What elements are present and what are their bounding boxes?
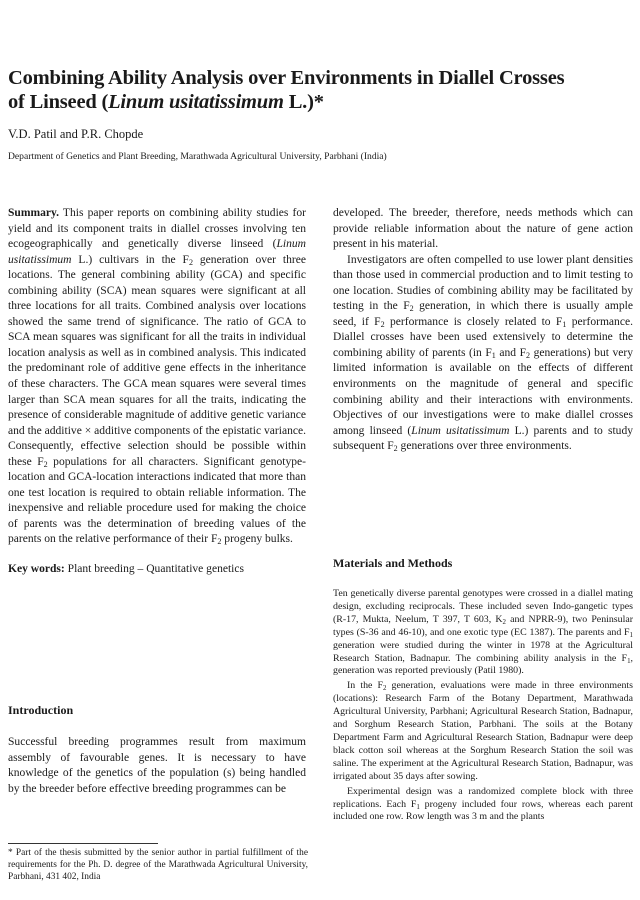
summary-text-1: This paper reports on combining ability studies for yield and its component traits in diallel crosses involving ten ecogeographically and genetically diverse linseed ( [8, 207, 306, 251]
summary-text-2: L.) cultivars in the F [71, 253, 189, 266]
text-span: and F [495, 346, 526, 359]
paper-title [8, 66, 628, 114]
keywords [8, 562, 306, 578]
text-span: In the F [347, 680, 383, 692]
text-span: generation, in which there is usually ample seed, if F [333, 300, 634, 328]
affiliation: Department of Genetics and Plant Breeding, Marathwada Agricultural University, Parbhani (India) [8, 151, 387, 162]
subscript: 2 [217, 537, 222, 547]
authors: V.D. Patil and P.R. Chopde [8, 127, 144, 141]
text-span: performance is closely related to F [384, 315, 563, 328]
subscript: 2 [43, 459, 48, 469]
text-span: progeny included four rows, whereas each parent included one row. Row length was 3 m and the plants [333, 798, 633, 823]
text-span: performance. Diallel crosses have been used extensively to determine the combining ability of parents (in F [333, 315, 633, 359]
intro-paragraph-2 [333, 253, 633, 455]
introduction-text: Successful breeding programmes result from maximum assembly of favourable genes. It is necessary to have knowledge of the genetics of the population (s) being handled by the breeder before effective breeding programmes can be [8, 736, 306, 795]
text-span: Experimental design was a randomized complete block with three replications. Each F [333, 785, 633, 810]
right-column [333, 206, 633, 455]
summary-text-4: populations for all characters. Significant genotype-location and GCA-location interactions indicated that more than one test location is required to obtain reliable information. The inexpensive and reliable procedure used for making the choice of parents was the determination of breeding values of the parents on the relative performance of their F [8, 455, 306, 546]
subscript: 1 [562, 319, 567, 329]
subscript: 1 [491, 350, 496, 360]
summary-species: Linum usitatissimum [8, 238, 306, 266]
methods-paragraph-2 [333, 680, 633, 783]
footnote-rule [8, 843, 158, 844]
footnote: * Part of the thesis submitted by the senior author in partial fulfillment of the requirements for the Ph. D. degree of the Marathwada Agricultural University, Parbhani, 431 402, India [8, 848, 308, 882]
text-span: generation were studied during the winter in 1978 at the Agricultural Research Station, Badnapur. The combining ability analysis in the F [333, 639, 633, 664]
summary-text-3: generation over three locations. The general combining ability (GCA) and specific combining ability (SCA) mean squares were significant at all three locations for all traits. Combined analysis over locations showed the same trend of significance. The ratio of GCA to SCA mean squares was significant for all the traits in individual location analysis as well as in combined analysis. This indicated the predominant role of additive gene effects in the inheritance of these characters. The GCA mean squares were several times larger than SCA mean squares for all the traits, indicating the presence of considerable magnitude of additive genetic variance and the additive × additive components of the epistatic variance. Consequently, effective selection should be possible within these F [8, 253, 306, 468]
methods-paragraph-3 [333, 786, 633, 825]
keywords-text: Plant breeding – Quantitative genetics [64, 563, 245, 576]
text-span: and NPRR-9), two Peninsular types (S-36 and 46-10), and one exotic type (EC 1387). The parents and F [333, 613, 634, 638]
text-span: Investigators are often compelled to use lower plant densities than those used in commercial production and to limit testing to one location. Studies of combining ability may be facilitated by testing in the F [333, 253, 633, 313]
subscript: 2 [526, 350, 531, 360]
subscript: 2 [188, 257, 194, 267]
summary-column [8, 206, 306, 578]
summary-paragraph [8, 206, 306, 548]
introduction-heading: Introduction [8, 703, 74, 717]
title-line-1: Combining Ability Analysis over Environments in Diallel Crosses [8, 67, 565, 89]
subscript: 1 [629, 631, 633, 639]
species-name: Linum usitatissimum [411, 424, 510, 437]
subscript: 2 [409, 304, 414, 314]
summary-label: Summary. [8, 207, 60, 219]
subscript: 2 [382, 685, 387, 693]
methods-heading: Materials and Methods [333, 556, 453, 570]
subscript: 2 [502, 618, 506, 626]
text-span: generation, evaluations were made in three environments (locations): Research Farm of the Botany Department, Marathwada Agricultural University, Parbhani; Agricultural Research Station, Badnapur, and Sorghum Research Station, Parbhani. The soils at the Botany Department Farm and Agricultural Research Station, Badnapur were deep black cotton soil whereas at the Sorghum Research Station the soil was saline. The experiment at the Agricultural Research Station, Badnapur, was irrigated about 35 days after sowing. [333, 680, 633, 782]
methods-paragraph-1 [333, 588, 633, 678]
text-span: generations) but very limited information is available on the effects of different environments on the magnitude of general and specific combining ability and their interactions with environments. Objectives of our investigations were to make diallel crosses among linseed ( [333, 346, 633, 437]
text-span: Ten genetically diverse parental genotypes were crossed in a diallel mating design, excluding reciprocals. These included seven Indo-gangetic types (R-17, Mukta, Neelum, T 397, T 603, K [333, 588, 633, 625]
subscript: 1 [627, 657, 631, 665]
title-line-2-suffix: L.)* [283, 91, 324, 113]
text-span: L.) parents and to study subsequent F [333, 424, 633, 453]
subscript: 2 [380, 319, 385, 329]
subscript: 2 [393, 444, 398, 454]
title-species: Linum usitatissimum [108, 91, 284, 113]
methods-text [333, 588, 633, 824]
keywords-label: Key words: [8, 563, 65, 576]
text-span: , generation was reported previously (Patil 1980). [333, 652, 633, 677]
intro-continued: developed. The breeder, therefore, needs methods which can provide reliable information about the nature of gene action present in his material. [333, 207, 633, 251]
subscript: 1 [416, 803, 420, 811]
text-span: generations over three environments. [397, 440, 572, 453]
summary-text-5: progeny bulks. [221, 533, 293, 546]
title-line-2-prefix: of Linseed ( [8, 91, 109, 113]
